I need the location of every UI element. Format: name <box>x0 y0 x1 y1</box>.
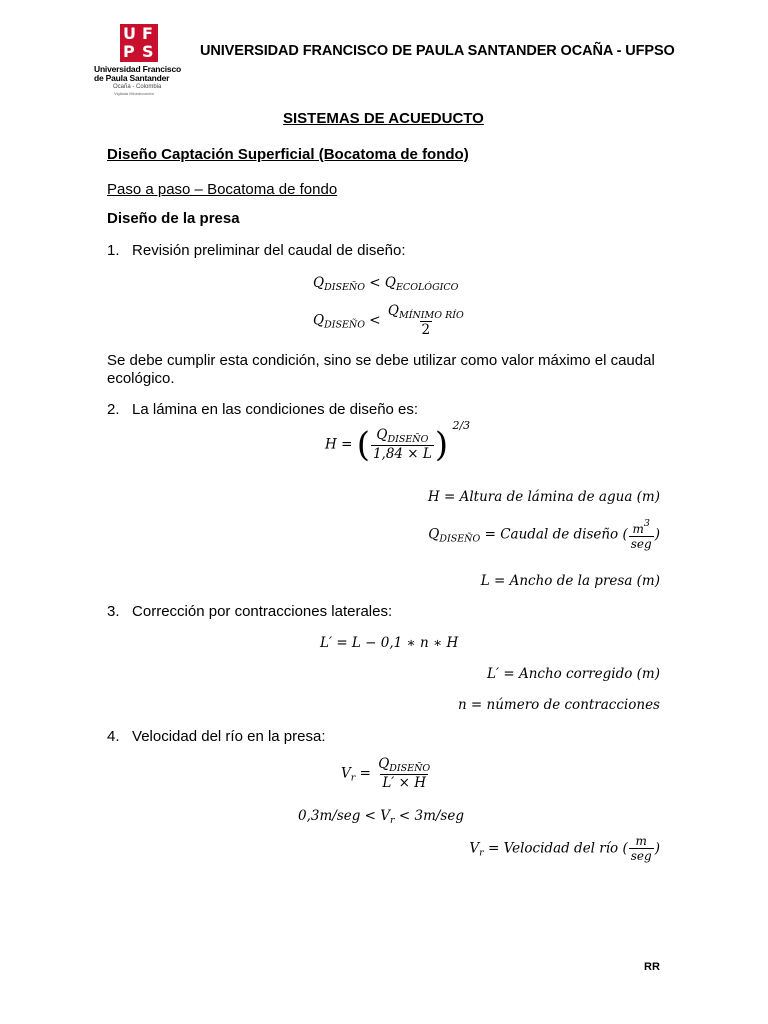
subtitle: Diseño Captación Superficial (Bocatoma de fondo) <box>107 146 469 163</box>
main-title: SISTEMAS DE ACUEDUCTO <box>283 110 484 127</box>
step-text: Revisión preliminar del caudal de diseño: <box>132 242 406 259</box>
ufps-logo-mark <box>120 24 158 62</box>
logo-letter-f: F <box>142 24 153 43</box>
def-n: n = número de contracciones <box>457 697 660 713</box>
footer-initials: RR <box>644 961 660 973</box>
step-1 <box>107 242 406 259</box>
step-4 <box>107 728 326 745</box>
logo-letter-p: P <box>123 42 135 61</box>
logo-university-name <box>94 65 186 83</box>
formula-l-prime: L′ = L − 0,1 ∗ n ∗ H <box>320 635 459 651</box>
formula-vr: $V_r$ = $\frac{Q_{DISEÑO}}{L' \times H}$ <box>341 756 431 792</box>
logo-letter-s: S <box>142 42 154 61</box>
step-text: Velocidad del río en la presa: <box>132 728 326 745</box>
formula-h: H = ( $\frac{Q_{DISEÑO}}{1,84 \times L}$ ) $^{2/3}$ <box>325 418 471 466</box>
section-heading: Diseño de la presa <box>107 210 240 227</box>
step-number: 4. <box>107 728 120 745</box>
condition-note: Se debe cumplir esta condición, sino se debe utilizar como valor máximo el caudal ecológico. <box>107 352 655 387</box>
step-text: Corrección por contracciones laterales: <box>132 603 393 620</box>
step-text: La lámina en las condiciones de diseño es: <box>132 401 419 418</box>
logo-name-line1: Universidad Francisco <box>94 64 181 74</box>
step-3 <box>107 603 392 620</box>
step-2 <box>107 401 418 418</box>
logo-location: Ocaña - Colombia <box>113 84 162 90</box>
def-q: $Q_{DISEÑO}$ = Caudal de diseño ( $\frac{m^3}{\text{seg}}$ ) <box>428 518 660 552</box>
step-by-step-link[interactable]: Paso a paso – Bocatoma de fondo <box>107 181 338 198</box>
formula-vr-range: $0,3m/seg < V_r < 3m/seg$ <box>298 808 464 826</box>
def-l-prime: L′ = Ancho corregido (m) <box>487 666 660 682</box>
formula-q-lt-eco: $Q_{DISEÑO} < Q_{ECOLÓGICO}$ <box>313 275 459 293</box>
step-number: 3. <box>107 603 120 620</box>
logo-letter-u: U <box>123 24 136 43</box>
def-h: H = Altura de lámina de agua (m) <box>427 489 660 505</box>
header-title: UNIVERSIDAD FRANCISCO DE PAULA SANTANDER OCAÑA - UFPSO <box>200 43 675 59</box>
step-number: 2. <box>107 401 120 418</box>
step-number: 1. <box>107 242 120 259</box>
def-l: L = Ancho de la presa (m) <box>480 573 660 589</box>
formula-q-lt-min: $Q_{DISEÑO}$ < $\frac{Q_{MÍNIMO RÍO}}{2}$ <box>313 303 464 339</box>
def-vr: $V_r$ = Velocidad del río ( $\frac{m}{\text{seg}}$ ) <box>469 834 660 864</box>
logo-name-line2: de Paula Santander <box>94 73 170 83</box>
logo-tagline: Vigilada Mineducación <box>114 91 154 96</box>
